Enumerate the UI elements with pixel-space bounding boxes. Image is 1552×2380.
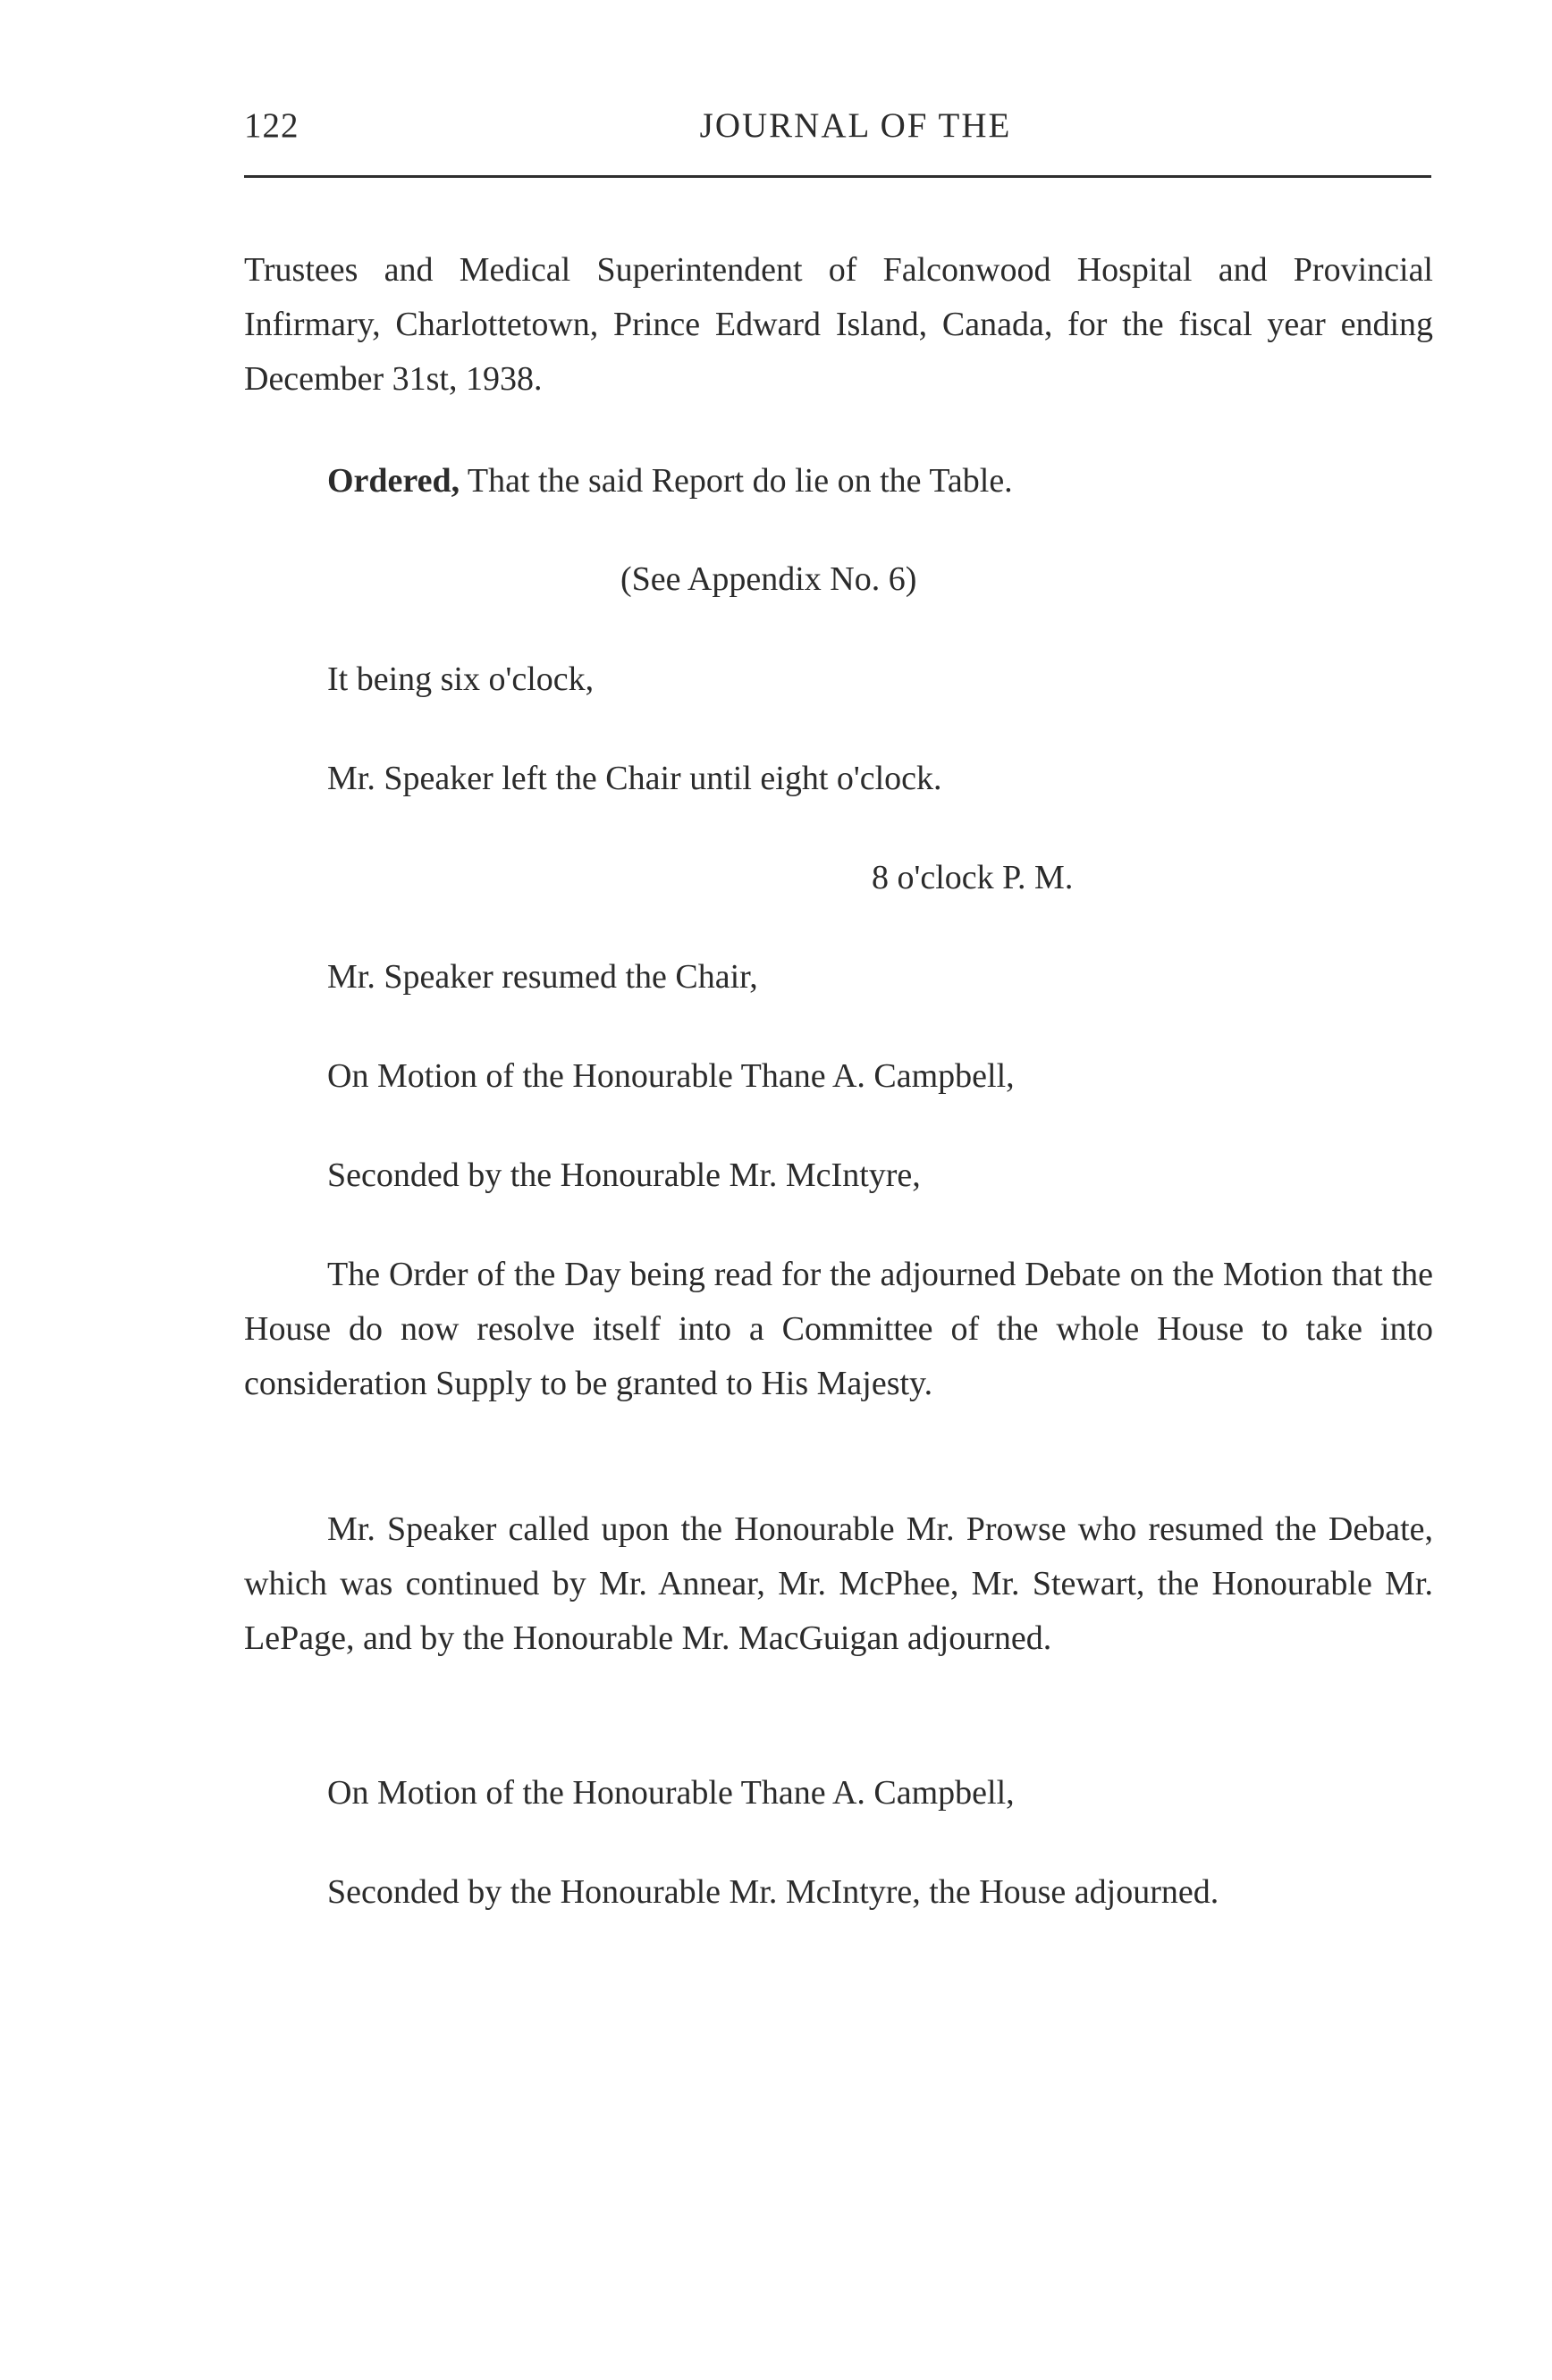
paragraph-order-of-day: The Order of the Day being read for the adjourned Debate on the Motion that the House do now resolve itself into a Committee of the whole House to take into consideration Supply to be granted to His Majesty. — [244, 1256, 1433, 1402]
paragraph-speaker-left: Mr. Speaker left the Chair until eight o'clock. — [327, 760, 942, 797]
paragraph-debate: Mr. Speaker called upon the Honourable Mr. Prowse who resumed the Debate, which was continued by Mr. Annear, Mr. McPhee, Mr. Stewart, the Honourable Mr. LePage, and by the Honourable Mr. MacGuigan adjourned. — [244, 1510, 1433, 1657]
paragraph-six-oclock: It being six o'clock, — [327, 660, 595, 698]
page-number: 122 — [244, 106, 299, 145]
paragraph-adjourned: Seconded by the Honourable Mr. McIntyre, the House adjourned. — [327, 1873, 1219, 1911]
ordered-label: Ordered, — [327, 462, 460, 500]
paragraph-speaker-resumed: Mr. Speaker resumed the Chair, — [327, 958, 758, 996]
paragraph-motion-2: On Motion of the Honourable Thane A. Campbell, — [327, 1774, 1015, 1812]
time-heading: 8 o'clock P. M. — [872, 859, 1074, 896]
page-header — [244, 105, 1431, 159]
header-rule — [244, 175, 1431, 178]
paragraph-report-continuation: Trustees and Medical Superintendent of Falconwood Hospital and Provincial Infirmary, Charlottetown, Prince Edward Island, Canada, for the fiscal year ending December 31st, 1938. — [244, 251, 1433, 398]
ordered-text: That the said Report do lie on the Table. — [460, 462, 1013, 500]
paragraph-ordered — [244, 454, 1433, 509]
appendix-reference: (See Appendix No. 6) — [620, 560, 917, 598]
paragraph-seconded-1: Seconded by the Honourable Mr. McIntyre, — [327, 1156, 921, 1194]
running-head: JOURNAL OF THE — [699, 106, 1012, 145]
paragraph-motion-1: On Motion of the Honourable Thane A. Campbell, — [327, 1057, 1015, 1095]
